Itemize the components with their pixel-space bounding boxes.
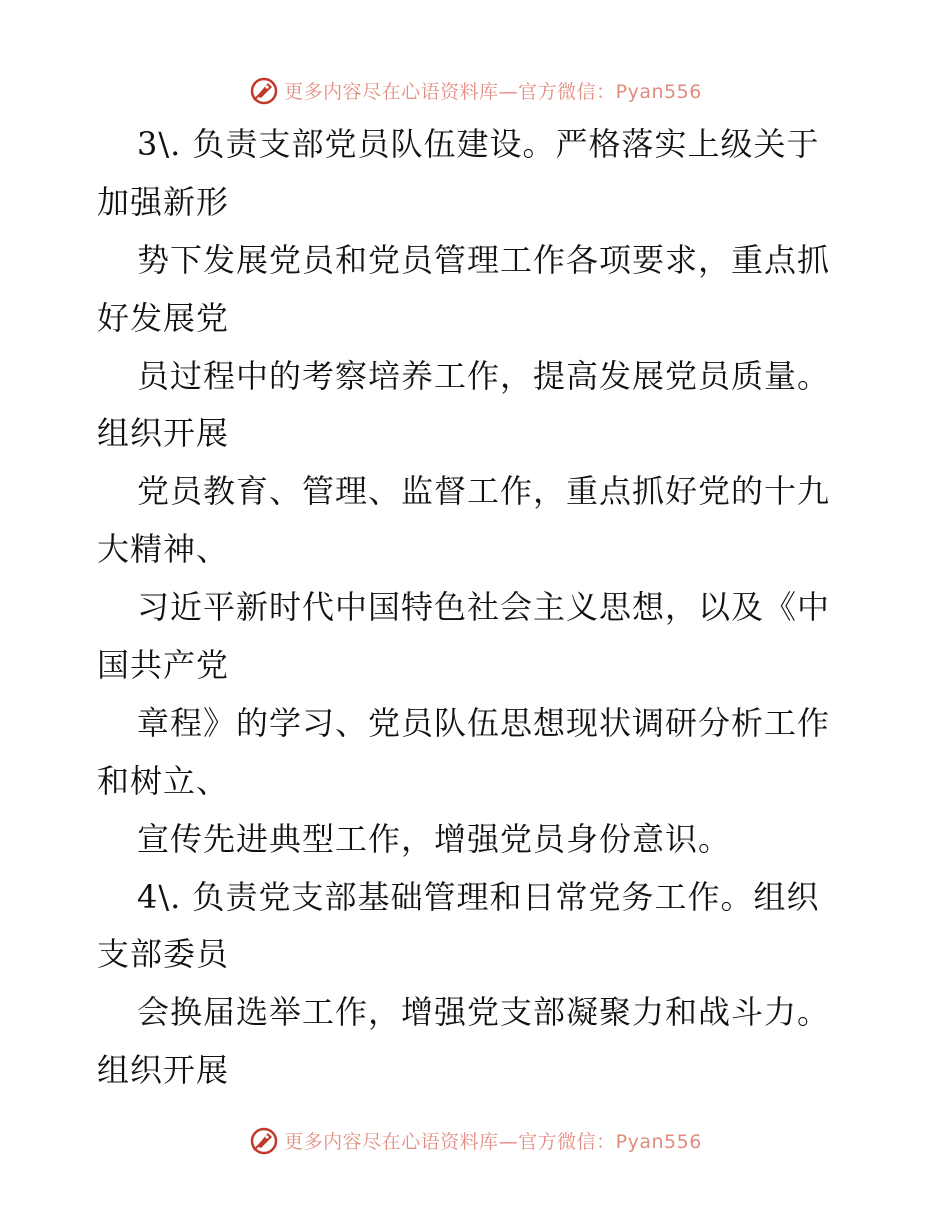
text-line: 4\. 负责党支部基础管理和日常党务工作。组织 — [137, 877, 820, 916]
text-line: 章程》的学习、党员队伍思想现状调研分析工作 — [137, 703, 831, 742]
text-line: 组织开展 — [97, 414, 230, 453]
text-line: 国共产党 — [97, 646, 230, 685]
text-line: 支部委员 — [97, 935, 230, 974]
pen-nib-logo-icon — [248, 74, 280, 106]
header-watermark — [0, 70, 950, 110]
footer-watermark — [0, 1120, 950, 1160]
text-line: 好发展党 — [97, 298, 230, 337]
text-line: 加强新形 — [97, 182, 230, 221]
text-line: 3\. 负责支部党员队伍建设。严格落实上级关于 — [137, 125, 820, 163]
text-line: 党员教育、管理、监督工作，重点抓好党的十九 — [137, 472, 831, 511]
text-line: 宣传先进典型工作，增强党员身份意识。 — [137, 819, 732, 858]
text-line: 组织开展 — [97, 1051, 230, 1090]
watermark-text: 更多内容尽在心语资料库—官方微信：Pyan556 — [284, 1130, 702, 1153]
watermark-text: 更多内容尽在心语资料库—官方微信：Pyan556 — [284, 80, 702, 103]
document-body — [97, 116, 857, 1100]
text-line: 和树立、 — [97, 761, 230, 800]
text-line: 势下发展党员和党员管理工作各项要求，重点抓 — [137, 240, 831, 279]
text-line: 员过程中的考察培养工作，提高发展党员质量。 — [137, 356, 831, 395]
pen-nib-logo-icon — [248, 1124, 280, 1156]
text-line: 会换届选举工作，增强党支部凝聚力和战斗力。 — [137, 993, 831, 1032]
text-line: 习近平新时代中国特色社会主义思想，以及《中 — [137, 588, 831, 627]
text-line: 大精神、 — [97, 530, 230, 569]
